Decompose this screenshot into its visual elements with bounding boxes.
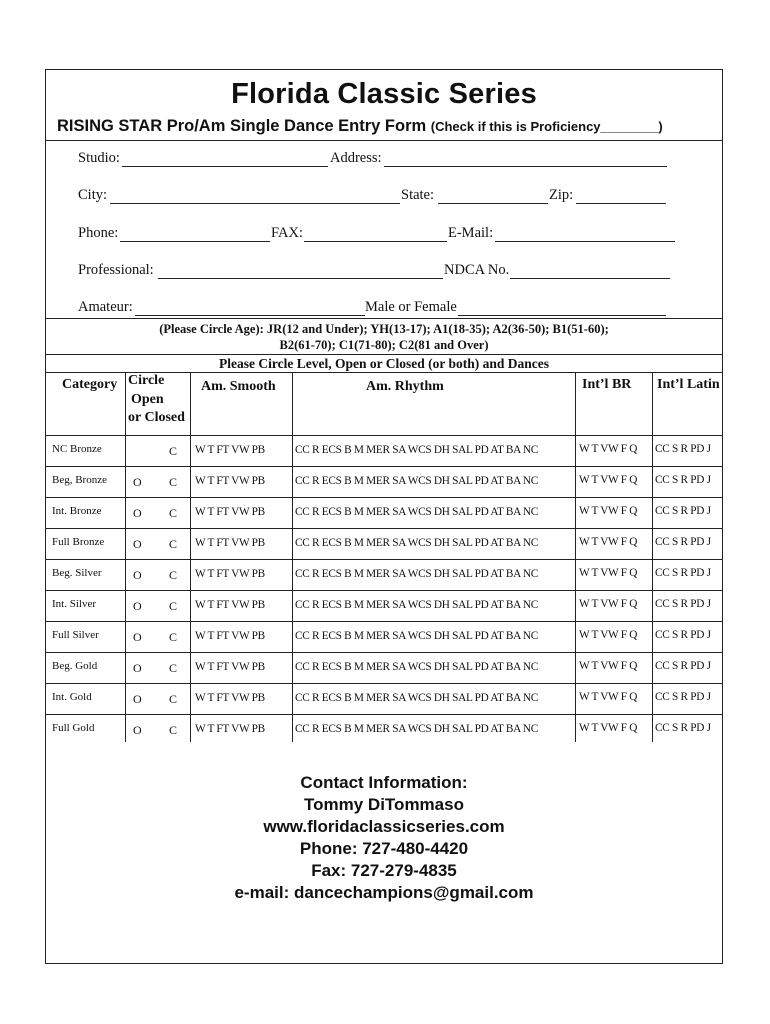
intl-br-dances[interactable]: W T VW F Q — [579, 567, 638, 579]
row-divider — [45, 559, 723, 560]
rhythm-dances[interactable]: CC R ECS B M MER SA WCS DH SAL PD AT BA NC — [295, 661, 539, 673]
row-category: Beg. Silver — [52, 567, 102, 579]
row-category: Beg. Gold — [52, 660, 98, 672]
intl-latin-dances[interactable]: CC S R PD J — [655, 474, 711, 486]
row-category: Beg, Bronze — [52, 474, 107, 486]
row-category: Int. Bronze — [52, 505, 102, 517]
row-divider — [45, 528, 723, 529]
closed-option[interactable]: C — [169, 506, 178, 520]
smooth-dances[interactable]: W T FT VW PB — [195, 568, 265, 580]
age-divider — [45, 318, 723, 319]
contact-heading: Contact Information: — [300, 773, 468, 792]
smooth-dances[interactable]: W T FT VW PB — [195, 537, 265, 549]
column-divider — [652, 372, 653, 742]
column-divider — [575, 372, 576, 742]
age-instructions-line2: B2(61-70); C1(71-80); C2(81 and Over) — [279, 338, 489, 352]
open-option[interactable]: O — [133, 630, 142, 644]
rhythm-dances[interactable]: CC R ECS B M MER SA WCS DH SAL PD AT BA NC — [295, 475, 539, 487]
intl-latin-dances[interactable]: CC S R PD J — [655, 629, 711, 641]
address-label: Address: — [330, 150, 382, 166]
intl-latin-dances[interactable]: CC S R PD J — [655, 691, 711, 703]
subtitle-main: RISING STAR Pro/Am Single Dance Entry Form — [57, 117, 427, 135]
intl-br-dances[interactable]: W T VW F Q — [579, 536, 638, 548]
ndca-label: NDCA No. — [444, 262, 510, 278]
fax-label: FAX: — [271, 225, 303, 241]
contact-fax: Fax: 727-279-4835 — [311, 861, 457, 880]
intl-br-header: Int’l BR — [582, 377, 632, 392]
circle-header-line3: or Closed — [128, 410, 185, 425]
row-category: Int. Silver — [52, 598, 96, 610]
intl-latin-dances[interactable]: CC S R PD J — [655, 505, 711, 517]
open-option[interactable]: O — [133, 599, 142, 613]
open-option[interactable]: O — [133, 568, 142, 582]
age-instructions — [45, 321, 723, 353]
intl-br-dances[interactable]: W T VW F Q — [579, 474, 638, 486]
row-divider — [45, 714, 723, 715]
column-divider — [190, 372, 191, 742]
row-divider — [45, 652, 723, 653]
level-divider — [45, 354, 723, 355]
state-label: State: — [401, 187, 435, 203]
level-instructions: Please Circle Level, Open or Closed (or both) and Dances — [219, 356, 549, 371]
form-subtitle — [57, 117, 663, 136]
state-field[interactable] — [438, 203, 548, 204]
row-divider — [45, 497, 723, 498]
intl-latin-dances[interactable]: CC S R PD J — [655, 536, 711, 548]
city-label: City: — [78, 187, 108, 203]
open-option[interactable]: O — [133, 723, 142, 737]
phone-label: Phone: — [78, 225, 119, 241]
intl-latin-dances[interactable]: CC S R PD J — [655, 598, 711, 610]
phone-field[interactable] — [120, 241, 270, 242]
circle-header-line1: Circle — [128, 373, 165, 388]
smooth-dances[interactable]: W T FT VW PB — [195, 692, 265, 704]
male-female-label: Male or Female — [365, 299, 457, 315]
intl-br-dances[interactable]: W T VW F Q — [579, 505, 638, 517]
open-option[interactable]: O — [133, 506, 142, 520]
rhythm-dances[interactable]: CC R ECS B M MER SA WCS DH SAL PD AT BA NC — [295, 506, 539, 518]
column-divider — [292, 372, 293, 742]
intl-br-dances[interactable]: W T VW F Q — [579, 598, 638, 610]
zip-label: Zip: — [549, 187, 574, 203]
closed-option[interactable]: C — [169, 723, 178, 737]
open-option[interactable]: O — [133, 692, 142, 706]
rhythm-dances[interactable]: CC R ECS B M MER SA WCS DH SAL PD AT BA NC — [295, 723, 539, 735]
intl-latin-dances[interactable]: CC S R PD J — [655, 722, 711, 734]
contact-website[interactable]: www.floridaclassicseries.com — [263, 817, 505, 836]
intl-latin-dances[interactable]: CC S R PD J — [655, 443, 711, 455]
intl-br-dances[interactable]: W T VW F Q — [579, 629, 638, 641]
professional-field[interactable] — [158, 278, 443, 279]
smooth-dances[interactable]: W T FT VW PB — [195, 630, 265, 642]
table-header-divider — [45, 435, 723, 436]
open-option[interactable]: O — [133, 537, 142, 551]
rhythm-dances[interactable]: CC R ECS B M MER SA WCS DH SAL PD AT BA NC — [295, 692, 539, 704]
city-field[interactable] — [110, 203, 400, 204]
closed-option[interactable]: C — [169, 599, 178, 613]
rhythm-dances[interactable]: CC R ECS B M MER SA WCS DH SAL PD AT BA NC — [295, 630, 539, 642]
contact-email[interactable]: e-mail: dancechampions@gmail.com — [234, 883, 534, 902]
closed-option[interactable]: C — [169, 444, 178, 458]
smooth-header: Am. Smooth — [201, 379, 276, 394]
intl-latin-header: Int’l Latin — [657, 377, 720, 392]
studio-label: Studio: — [78, 150, 120, 166]
smooth-dances[interactable]: W T FT VW PB — [195, 599, 265, 611]
column-divider — [125, 372, 126, 742]
open-option[interactable]: O — [133, 475, 142, 489]
rhythm-dances[interactable]: CC R ECS B M MER SA WCS DH SAL PD AT BA NC — [295, 599, 539, 611]
rhythm-dances[interactable]: CC R ECS B M MER SA WCS DH SAL PD AT BA NC — [295, 537, 539, 549]
age-instructions-line1: (Please Circle Age): JR(12 and Under); YH(13-17); A1(18-35); A2(36-50); B1(51-60); — [159, 322, 609, 336]
proficiency-check[interactable]: (Check if this is Proficiency________) — [430, 119, 663, 134]
contact-phone: Phone: 727-480-4420 — [299, 839, 469, 858]
closed-option[interactable]: C — [169, 537, 178, 551]
rhythm-dances[interactable]: CC R ECS B M MER SA WCS DH SAL PD AT BA NC — [295, 444, 539, 456]
closed-option[interactable]: C — [169, 661, 178, 675]
studio-field[interactable] — [122, 166, 328, 167]
contact-info — [45, 772, 723, 904]
ndca-field[interactable] — [510, 278, 670, 279]
smooth-dances[interactable]: W T FT VW PB — [195, 444, 265, 456]
intl-br-dances[interactable]: W T VW F Q — [579, 722, 638, 734]
row-category: Int. Gold — [52, 691, 92, 703]
contact-name: Tommy DiTommaso — [304, 795, 464, 814]
open-option[interactable]: O — [133, 661, 142, 675]
closed-option[interactable]: C — [169, 630, 178, 644]
header-divider — [45, 140, 723, 141]
rhythm-header: Am. Rhythm — [366, 379, 444, 394]
row-divider — [45, 621, 723, 622]
male-female-field[interactable] — [458, 315, 666, 316]
email-field[interactable] — [495, 241, 675, 242]
intl-br-dances[interactable]: W T VW F Q — [579, 691, 638, 703]
intl-latin-dances[interactable]: CC S R PD J — [655, 567, 711, 579]
smooth-dances[interactable]: W T FT VW PB — [195, 723, 265, 735]
amateur-label: Amateur: — [78, 299, 133, 315]
closed-option[interactable]: C — [169, 692, 178, 706]
closed-option[interactable]: C — [169, 475, 178, 489]
email-label: E-Mail: — [448, 225, 494, 241]
professional-label: Professional: — [78, 262, 154, 278]
intl-br-dances[interactable]: W T VW F Q — [579, 660, 638, 672]
category-header: Category — [62, 377, 118, 392]
fax-field[interactable] — [304, 241, 447, 242]
smooth-dances[interactable]: W T FT VW PB — [195, 661, 265, 673]
intl-br-dances[interactable]: W T VW F Q — [579, 443, 638, 455]
intl-latin-dances[interactable]: CC S R PD J — [655, 660, 711, 672]
circle-header-line2: Open — [131, 392, 164, 407]
zip-field[interactable] — [576, 203, 666, 204]
row-category: Full Silver — [52, 629, 99, 641]
smooth-dances[interactable]: W T FT VW PB — [195, 506, 265, 518]
address-field[interactable] — [384, 166, 667, 167]
smooth-dances[interactable]: W T FT VW PB — [195, 475, 265, 487]
form-title: Florida Classic Series — [231, 78, 537, 110]
row-category: Full Gold — [52, 722, 95, 734]
row-divider — [45, 683, 723, 684]
closed-option[interactable]: C — [169, 568, 178, 582]
row-category: Full Bronze — [52, 536, 105, 548]
row-divider — [45, 590, 723, 591]
row-divider — [45, 466, 723, 467]
amateur-field[interactable] — [135, 315, 365, 316]
row-category: NC Bronze — [52, 443, 102, 455]
rhythm-dances[interactable]: CC R ECS B M MER SA WCS DH SAL PD AT BA NC — [295, 568, 539, 580]
